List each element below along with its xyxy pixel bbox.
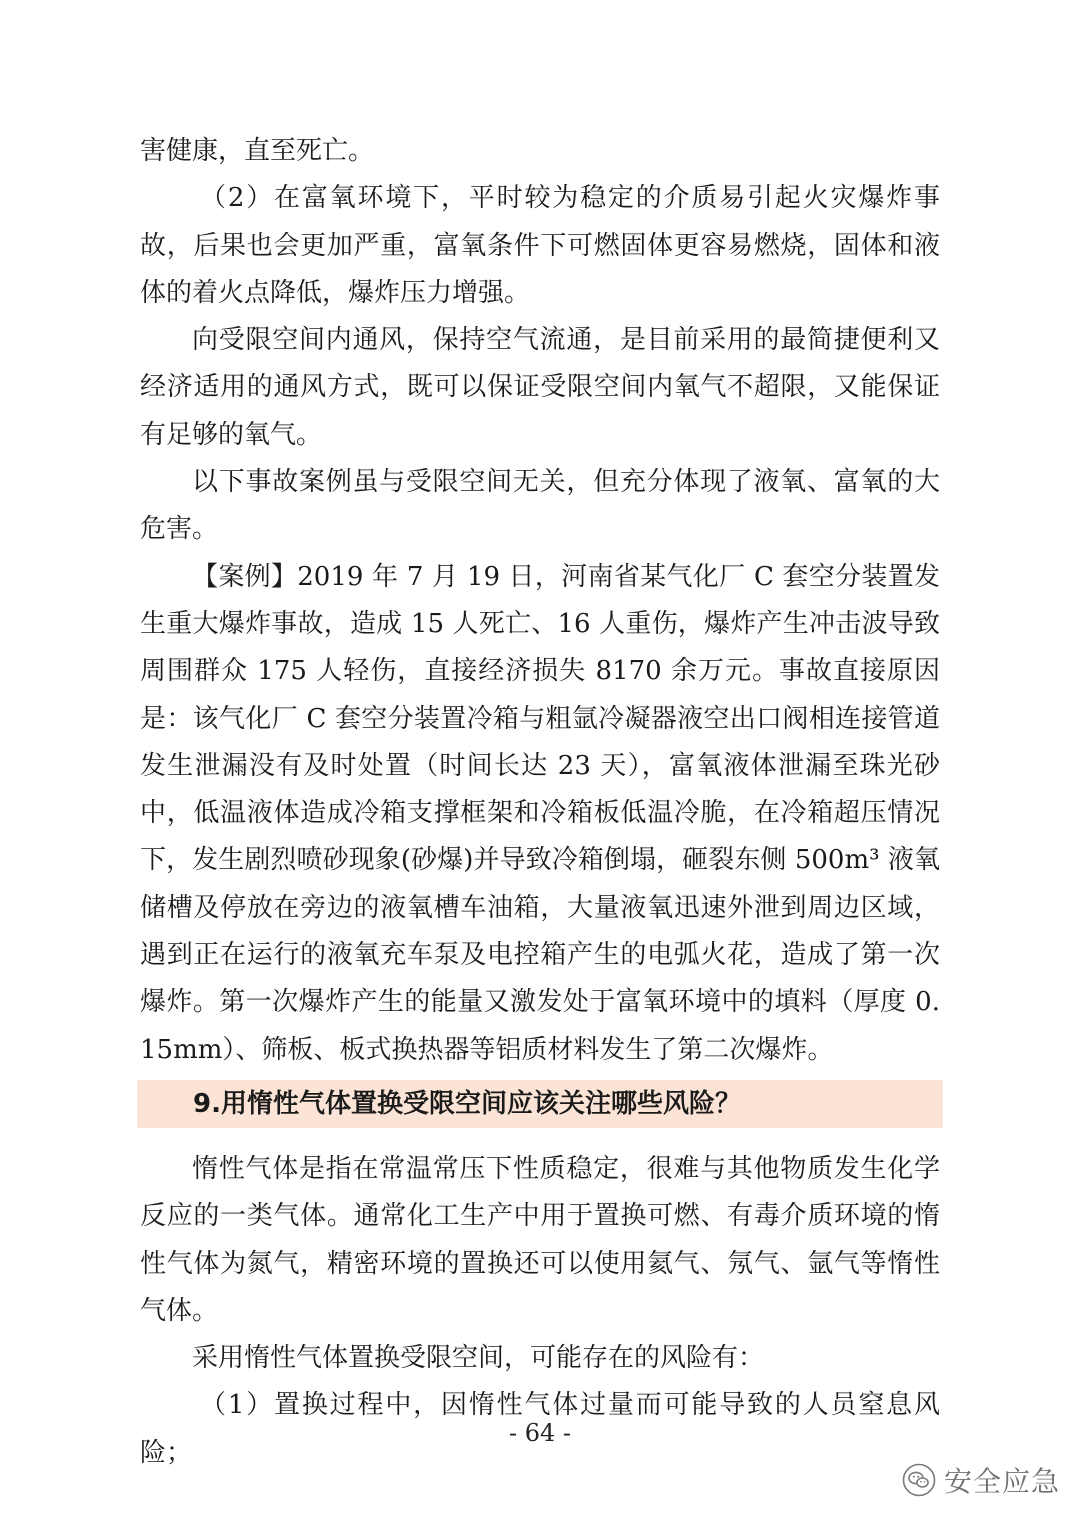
- paragraph-point-2: （2）在富氧环境下，平时较为稳定的介质易引起火灾爆炸事故，后果也会更加严重，富氧条件下可燃固体更容易燃烧，固体和液体的着火点降低，爆炸压力增强。: [140, 183, 940, 308]
- paragraph-risks-intro: 采用惰性气体置换受限空间，可能存在的风险有：: [192, 1343, 765, 1374]
- paragraph-ventilation: 向受限空间内通风，保持空气流通，是目前采用的最简捷便利又经济适用的通风方式，既可以保证受限空间内氧气不超限，又能保证有足够的氧气。: [140, 325, 940, 450]
- paragraph-case: 【案例】2019 年 7 月 19 日，河南省某气化厂 C 套空分装置发生重大爆炸事故，造成 15 人死亡、16 人重伤，爆炸产生冲击波导致周围群众 175 人轻伤，直接经济损失 8170 余万元。事故直接原因是：该气化厂 C 套空分装置冷箱与粗氩冷凝器液空出口阀相连接管道发生泄漏没有及时处置（时间长达 23 天），富氧液体泄漏至珠光砂中，低温液体造成冷箱支撑框架和冷箱板低温冷脆，在冷箱超压情况下，发生剧烈喷砂现象(砂爆)并导致冷箱倒塌，砸裂东侧 500m³ 液氧储槽及停放在旁边的液氧槽车油箱，大量液氧迅速外泄到周边区域，遇到正在运行的液氧充车泵及电控箱产生的电弧火花，造成了第一次爆炸。第一次爆炸产生的能量又激发处于富氧环境中的填料（厚度 0.15mm）、筛板、板式换热器等铝质材料发生了第二次爆炸。: [140, 561, 940, 1065]
- paragraph-risk-1: （1）置换过程中，因惰性气体过量而可能导致的人员窒息风险；: [140, 1390, 940, 1468]
- page-number: - 64 -: [508, 1419, 571, 1447]
- watermark-text: 安全应急: [944, 1465, 1061, 1498]
- wechat-icon: [902, 1463, 936, 1497]
- body-text-top: [140, 128, 940, 1074]
- watermark: [902, 1458, 1060, 1502]
- paragraph-case-intro: 以下事故案例虽与受限空间无关，但充分体现了液氧、富氧的大危害。: [140, 467, 940, 545]
- paragraph-inert-gas-definition: 惰性气体是指在常温常压下性质稳定，很难与其他物质发生化学反应的一类气体。通常化工生产中用于置换可燃、有毒介质环境的惰性气体为氮气，精密环境的置换还可以使用氦气、氖气、氩气等惰性气体。: [140, 1154, 940, 1326]
- section-heading: 9.用惰性气体置换受限空间应该关注哪些风险？: [193, 1089, 741, 1119]
- paragraph-continuation: 害健康，直至死亡。: [140, 136, 375, 166]
